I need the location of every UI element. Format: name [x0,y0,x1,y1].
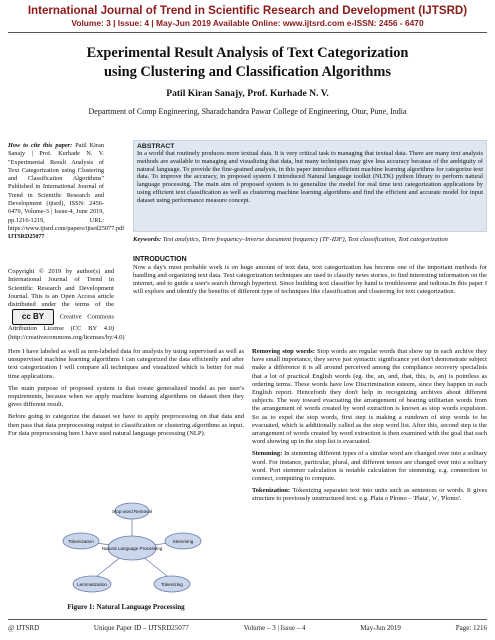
intro-text: Now a day's most probable work is on huge amount of text data, text categorization has become one of the important methods for handling and organizing text data. Text categorization techniques are used to classify news stories, to find interesting information on the internet, and to guide a user's search through hypertext. Since building text classifier by hand is troublesome and tedious.In this paper I will explore and identify the benefits of different type of techniques like classification and clustering for text categorization. [133,264,487,295]
right-para-2-lead: Stemming: [252,450,283,458]
copyright-notice [8,268,125,342]
paper-title-line2: using Clustering and Classification Algorithms [103,64,392,80]
intro-heading: INTRODUCTION [133,256,187,263]
cite-box [8,142,125,242]
node-top-label: Stop word Removal [111,509,153,514]
left-para-3: Before going to categorize the dataset we have to apply preprocessing on that data and then pass that data preprocessing output to classification or clustering algorithms as input. For data preprocessing here I have used natural language processing (NLP). [8,413,244,437]
cite-body: Patil Kiran Sanajy | Prof. Kurhade N. V. "Experimental Result Analysis of Text Categorization using Clustering and Classification Algorithms" Published in International Journal of Trend in Scientific Research and Development (ijtsrd), ISSN: 2456-6470, Volume-3 | Issue-4, June 2019, pp.1216-1219, URL: https://www.ijtsrd.com/papers/ijtsrd25077.pdf [8,142,125,232]
introduction-section [133,256,487,296]
paper-title [20,44,475,82]
keywords-value: Text analytics, Term frequency–Inverse document frequency (TF-IDF), Text classification, Text categorization [162,236,448,243]
right-para-3-lead: Tokenization: [252,487,291,495]
journal-title: International Journal of Trend in Scientific Research and Development (IJTSRD) [27,4,468,17]
nlp-diagram [62,500,202,596]
keywords-label: Keywords: [133,236,162,243]
right-para-1 [252,348,487,446]
node-center-label: Natural Language Processing [101,546,163,551]
node-right-label: Stemming [172,539,194,544]
footer-paper-id: Unique Paper ID – IJTSRD25077 [93,624,189,632]
copyright-text2: Creative Commons Attribution License (CC BY 4.0) (http://creativecommons.org/licenses/by/4.0) [8,313,125,341]
footer-volume: Volume – 3 | Issue – 4 [243,624,306,632]
right-para-1-text: Stop words are regular words that show up in each archive they have small importance, they serve just syntactic significance yet don't demonstrate subject make a difference it is all around perceived among the compliance recovery specialists that a lot of practical English words (eg. the, an, and, that, this, is, an) is pointless as ordering terms. These words have low Discrimination esteem, since they happen in each English report. Henceforth they don't help in recognizing archives about different subjects. The way toward evacuating the arrangement of bearing utilitarian words from the arrangement of words created by word extraction is known as stop words expulsion. So as to expel the stop words, first step is making a rundown of stop words to be evacuated, which is additionally called as the stop word list. After this, second step is the arrangement of words created by word extraction is then examined with the goal that each word showing up in the stop list is evacuated. [252,348,487,446]
cc-by-badge-icon: cc BY [12,309,54,325]
footer-page: Page: 1216 [455,624,487,632]
paper-id: IJTSRD25077 [8,234,45,241]
right-para-3-text: Tokenizing separates text into units such as sentences or words. It gives structure to previously unstructured text. e.g. Plata o Plomo – 'Plata', 'o', 'Plomo'. [252,487,487,503]
keywords [133,236,487,244]
copyright-text1: Copyright © 2019 by author(s) and International Journal of Trend in Scientific Research and Development Journal. This is an Open Access article distributed under the terms of the [8,268,114,309]
right-para-2 [252,450,487,483]
abstract-text: In a world that routinely produces more textual data. It is very critical task to managing that textual data. There are many text analysis methods are available to managing and visualizing that data, but many techniques may give less accuracy because of the ambiguity of natural language. To provide the fine-grained analysis, in this paper introduce efficient machine learning algorithms for categorize text data. To improve the accuracy, in proposed system I introduced Natural language toolkit (NLTK) python library to perform natural language processing. The main aim of proposed system is to generalize the model for real time text categorization applications by using efficient text classification as well as clustering machine learning algorithms and find the efficient and accurate model for input dataset using performance measure concept. [137,150,483,204]
right-column [252,348,487,508]
affiliation: Department of Comp Engineering, Sharadchandra Pawar College of Engineering, Otur, Pune, India [88,107,407,116]
figure-caption: Figure 1: Natural Language Processing [67,603,185,611]
node-left-label: Tokenization [68,539,94,544]
abstract-heading: ABSTRACT [137,143,175,150]
authors: Patil Kiran Sanajy, Prof. Kurhade N. V. [166,88,329,99]
journal-header [0,4,495,29]
footer-date: May-Jun 2019 [360,624,401,632]
abstract-box [133,140,487,232]
footer [8,624,487,632]
node-bottom-left-label: Lemmatization [77,582,107,587]
node-bottom-right-label: Tokenizing [161,582,183,587]
cite-lead: How to cite this paper: [8,142,73,149]
right-para-2-text: In stemming different types of a similar word are changed over into a solitary word. For instance, particular, plural, and different tenses are changed over into a solitary word. Port stemmer calculation is notable calculation for stemming. e.g. connection to connect, computing to compute. [252,450,487,483]
left-para-2: The main purpose of proposed system is that create generalized model as per user's requirements, because when we apply machine learning algorithms on dataset then they gives different result. [8,384,244,409]
footer-left: @ IJTSRD [8,624,40,632]
header-rule [8,32,487,33]
paper-title-line1: Experimental Result Analysis of Text Categorization [86,45,409,61]
left-para-1: Here I have labeled as well as non-labeled data for analysis by using supervised as well as unsupervised machine learning algorithms I can categorized the data efficiently and after text categorization I will compare all techniques and visualized which is better for real time applications. [8,348,244,380]
journal-meta: Volume: 3 | Issue: 4 | May-Jun 2019 Available Online: www.ijtsrd.com e-ISSN: 2456 - 6470 [71,18,424,28]
footer-rule [8,619,487,620]
right-para-3 [252,487,487,503]
left-column [8,348,244,442]
right-para-1-lead: Removing stop words: [252,348,315,355]
